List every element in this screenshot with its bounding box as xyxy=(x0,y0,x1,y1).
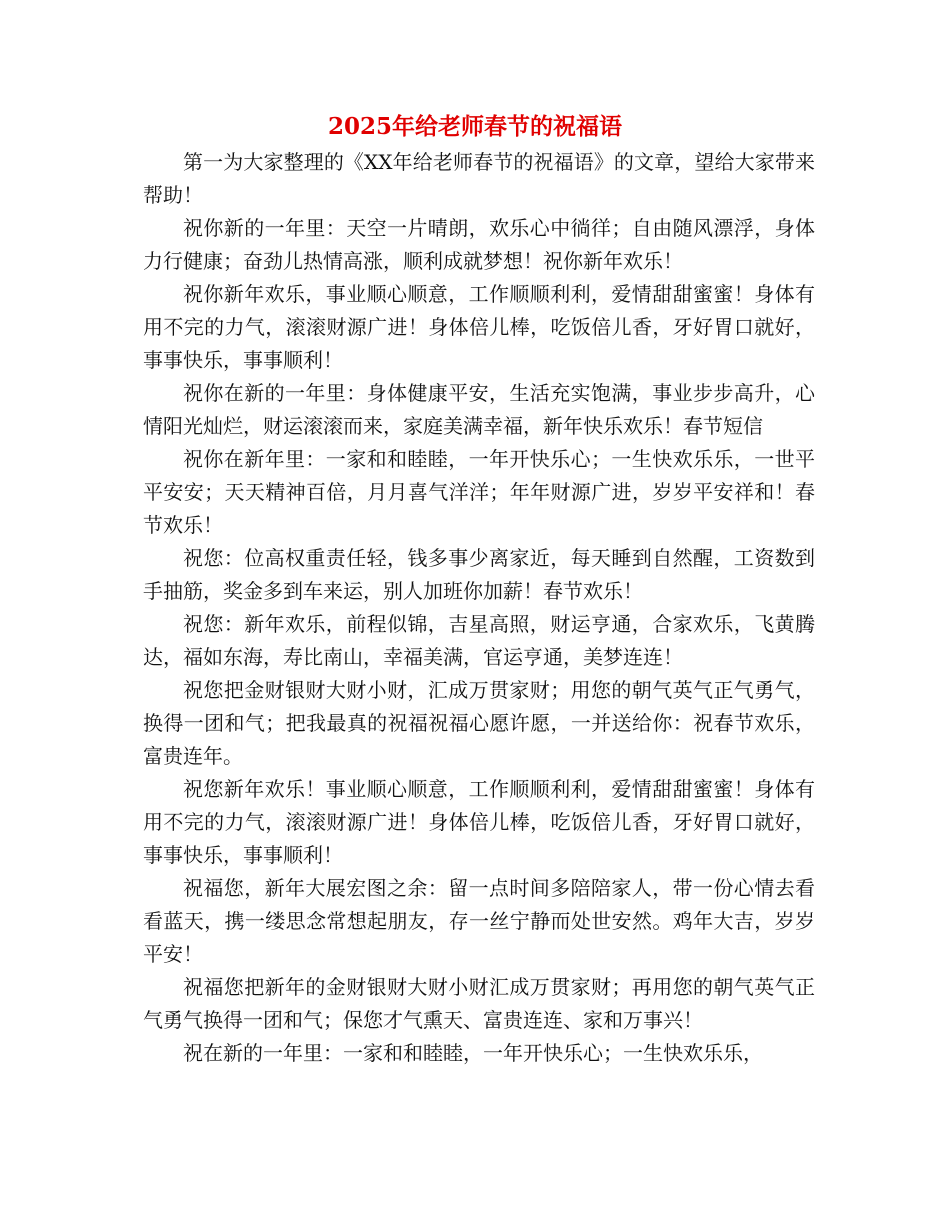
paragraph: 祝福您把新年的金财银财大财小财汇成万贯家财；再用您的朝气英气正气勇气换得一团和气；保您才气熏天、富贵连连、家和万事兴！ xyxy=(143,975,815,1032)
paragraph: 祝你在新的一年里：身体健康平安，生活充实饱满，事业步步高升，心情阳光灿烂，财运滚滚而来，家庭美满幸福，新年快乐欢乐！春节短信 xyxy=(143,381,815,438)
paragraph: 祝你新的一年里：天空一片晴朗，欢乐心中徜徉；自由随风漂浮，身体力行健康；奋劲儿热情高涨，顺利成就梦想！祝你新年欢乐！ xyxy=(143,216,815,273)
paragraph: 祝您把金财银财大财小财，汇成万贯家财；用您的朝气英气正气勇气，换得一团和气；把我最真的祝福祝福心愿许愿，一并送给你：祝春节欢乐，富贵连年。 xyxy=(143,678,815,768)
paragraph: 祝您：位高权重责任轻，钱多事少离家近，每天睡到自然醒，工资数到手抽筋，奖金多到车来运，别人加班你加薪！春节欢乐！ xyxy=(143,546,815,603)
paragraph: 祝在新的一年里：一家和和睦睦，一年开快乐心；一生快欢乐乐， xyxy=(183,1041,763,1065)
paragraph: 祝您：新年欢乐，前程似锦，吉星高照，财运亨通，合家欢乐，飞黄腾达，福如东海，寿比南山，幸福美满，官运亨通，美梦连连！ xyxy=(143,612,815,669)
paragraph-intro: 第一为大家整理的《XX年给老师春节的祝福语》的文章，望给大家带来帮助！ xyxy=(143,150,815,207)
paragraph: 祝你在新年里：一家和和睦睦，一年开快乐心；一生快欢乐乐，一世平平安安；天天精神百倍，月月喜气洋洋；年年财源广进，岁岁平安祥和！春节欢乐！ xyxy=(143,447,815,537)
paragraph: 祝你新年欢乐，事业顺心顺意，工作顺顺利利，爱情甜甜蜜蜜！身体有用不完的力气，滚滚财源广进！身体倍儿棒，吃饭倍儿香，牙好胃口就好，事事快乐，事事顺利！ xyxy=(143,282,815,372)
paragraph: 祝福您，新年大展宏图之余：留一点时间多陪陪家人，带一份心情去看看蓝天，携一缕思念常想起朋友，存一丝宁静而处世安然。鸡年大吉，岁岁平安！ xyxy=(143,876,815,966)
document-body xyxy=(143,146,815,1070)
paragraph: 祝您新年欢乐！事业顺心顺意，工作顺顺利利，爱情甜甜蜜蜜！身体有用不完的力气，滚滚财源广进！身体倍儿棒，吃饭倍儿香，牙好胃口就好，事事快乐，事事顺利！ xyxy=(143,777,815,867)
document-title: 2025年给老师春节的祝福语 xyxy=(327,113,622,140)
